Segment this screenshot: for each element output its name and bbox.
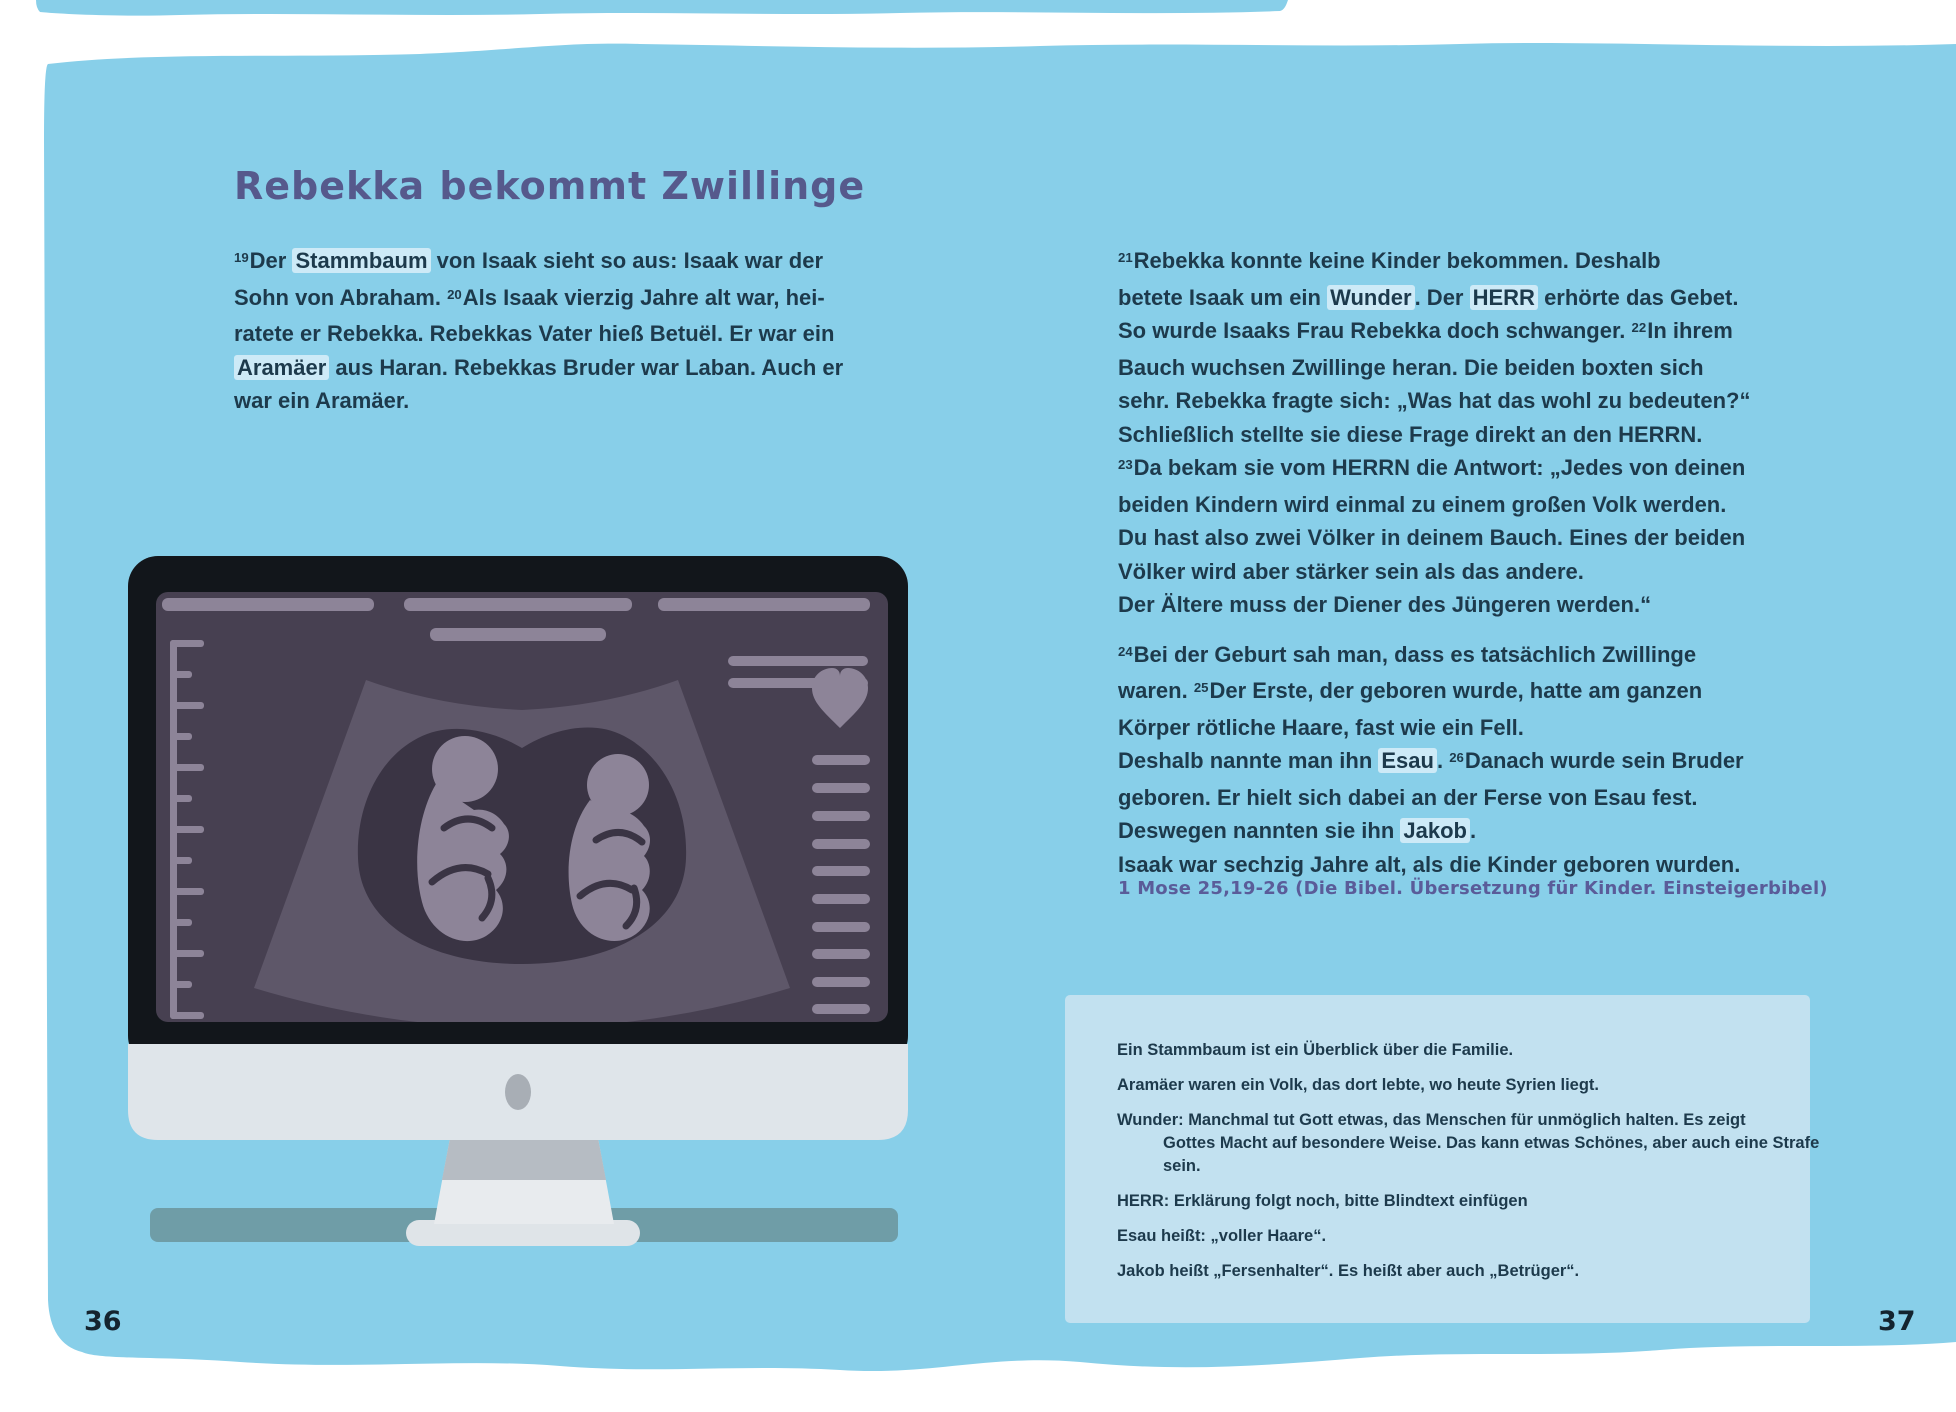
glossary-entry-stammbaum bbox=[1117, 1039, 1790, 1062]
text-segment: Als Isaak vierzig Jahre alt war, hei- bbox=[462, 284, 825, 310]
text-line bbox=[1118, 314, 1778, 351]
highlighted-term: Wunder bbox=[1327, 285, 1414, 310]
page-top-strip bbox=[36, 0, 1288, 16]
monitor-illustration bbox=[118, 552, 928, 1252]
verse-number: 20 bbox=[447, 286, 462, 302]
text-segment: In ihrem bbox=[1647, 318, 1733, 343]
text-segment: aus Haran. Rebekkas Bruder war Laban. Auch er bbox=[329, 354, 844, 380]
text-segment: . bbox=[1436, 748, 1450, 773]
text-line bbox=[1118, 451, 1778, 488]
text-segment: Da bekam sie vom HERRN die Antwort: „Jedes von deinen bbox=[1133, 455, 1746, 480]
camera-dot bbox=[505, 1074, 531, 1110]
verse-number: 26 bbox=[1449, 750, 1464, 766]
text-segment: Der bbox=[249, 248, 293, 273]
page-title: Rebekka bekommt Zwillinge bbox=[234, 164, 866, 208]
text-segment: Sohn von Abraham. bbox=[234, 284, 448, 310]
text-segment: Der Ältere muss der Diener des Jüngeren werden.“ bbox=[1118, 592, 1652, 617]
text-segment: betete Isaak um ein bbox=[1118, 284, 1328, 310]
text-segment: Gottes Macht auf besondere Weise. Das kann etwas Schönes, aber auch eine Strafe bbox=[1163, 1134, 1820, 1152]
glossary-entry-esau bbox=[1117, 1225, 1790, 1248]
text-line bbox=[1117, 1190, 1790, 1213]
page-number-left: 36 bbox=[84, 1306, 122, 1337]
text-line bbox=[1118, 351, 1778, 385]
verse-number: 25 bbox=[1193, 680, 1209, 696]
left-text-column bbox=[234, 244, 894, 418]
text-segment: HERR: Erklärung folgt noch, bitte Blindtext einfügen bbox=[1117, 1192, 1528, 1210]
text-segment: Körper rötliche Haare, fast wie ein Fell. bbox=[1118, 714, 1524, 740]
text-line bbox=[1117, 1132, 1820, 1155]
text-line bbox=[1117, 1109, 1790, 1132]
text-line bbox=[1117, 1074, 1790, 1097]
highlighted-term: Jakob bbox=[1400, 818, 1470, 843]
text-line bbox=[1118, 814, 1778, 848]
text-segment: Du hast also zwei Völker in deinem Bauch. Eines der beiden bbox=[1118, 525, 1746, 550]
text-segment: war ein Aramäer. bbox=[234, 388, 410, 413]
text-line bbox=[1118, 588, 1778, 622]
verse-number: 19 bbox=[234, 250, 249, 266]
glossary-entry-herr bbox=[1117, 1190, 1790, 1213]
page-number-right: 37 bbox=[1878, 1306, 1916, 1337]
glossary-box bbox=[1065, 995, 1820, 1323]
text-segment: Völker wird aber stärker sein als das andere. bbox=[1118, 558, 1584, 584]
bible-text-paragraph-1 bbox=[1118, 244, 1778, 622]
text-segment: von Isaak sieht so aus: Isaak war der bbox=[430, 248, 824, 273]
text-line bbox=[234, 317, 894, 351]
verse-number: 21 bbox=[1118, 250, 1133, 266]
monitor-stand-upper bbox=[442, 1138, 606, 1180]
text-segment: So wurde Isaaks Frau Rebekka doch schwanger. bbox=[1118, 318, 1632, 343]
highlighted-term: Esau bbox=[1378, 748, 1437, 773]
text-segment: Esau heißt: „voller Haare“. bbox=[1117, 1227, 1327, 1245]
text-segment: Ein Stammbaum ist ein Überblick über die Familie. bbox=[1117, 1041, 1514, 1059]
bible-citation: 1 Mose 25,19-26 (Die Bibel. Übersetzung für Kinder. Einsteigerbibel) bbox=[1118, 878, 1828, 899]
text-line bbox=[1117, 1039, 1790, 1062]
text-line bbox=[1117, 1260, 1790, 1283]
text-segment: . Der bbox=[1414, 284, 1470, 310]
verse-number: 24 bbox=[1118, 643, 1133, 659]
text-segment: sehr. Rebekka fragte sich: „Was hat das wohl zu bedeuten?“ bbox=[1118, 388, 1751, 413]
text-segment: Bei der Geburt sah man, dass es tatsächlich Zwillinge bbox=[1133, 641, 1697, 667]
text-line bbox=[1118, 281, 1778, 315]
bible-text-paragraph-2 bbox=[1118, 638, 1778, 882]
text-line bbox=[1118, 488, 1778, 522]
verse-number: 23 bbox=[1118, 457, 1133, 473]
text-line bbox=[1118, 384, 1778, 418]
text-segment: Rebekka konnte keine Kinder bekommen. Deshalb bbox=[1133, 248, 1661, 273]
text-segment: waren. bbox=[1118, 678, 1194, 703]
text-segment: geboren. Er hielt sich dabei an der Ferse von Esau fest. bbox=[1118, 784, 1698, 810]
text-segment: Danach wurde sein Bruder bbox=[1464, 748, 1744, 773]
text-line bbox=[234, 244, 894, 281]
glossary-entry-jakob bbox=[1117, 1260, 1790, 1283]
text-segment: Bauch wuchsen Zwillinge heran. Die beiden boxten sich bbox=[1118, 354, 1704, 380]
text-segment: beiden Kindern wird einmal zu einem großen Volk werden. bbox=[1118, 491, 1727, 517]
highlighted-term: HERR bbox=[1470, 285, 1538, 310]
text-line bbox=[234, 384, 894, 418]
highlighted-term: Aramäer bbox=[234, 355, 329, 380]
text-line bbox=[1118, 744, 1778, 781]
text-segment: Deswegen nannten sie ihn bbox=[1118, 818, 1401, 843]
glossary-entry-aramaeer bbox=[1117, 1074, 1790, 1097]
text-segment: Jakob heißt „Fersenhalter“. Es heißt aber auch „Betrüger“. bbox=[1117, 1262, 1580, 1280]
right-text-column bbox=[1118, 244, 1778, 881]
text-segment: Wunder: Manchmal tut Gott etwas, das Menschen für unmöglich halten. Es zeigt bbox=[1117, 1111, 1746, 1129]
text-line bbox=[234, 351, 894, 385]
glossary-entry-wunder bbox=[1117, 1109, 1820, 1178]
text-line bbox=[1118, 244, 1778, 281]
text-segment: ratete er Rebekka. Rebekkas Vater hieß Betuël. Er war ein bbox=[234, 321, 835, 346]
text-line bbox=[1118, 848, 1778, 882]
text-line bbox=[1117, 1155, 1790, 1178]
text-line bbox=[234, 281, 894, 318]
fetus-right-body bbox=[569, 800, 650, 941]
text-segment: Deshalb nannte man ihn bbox=[1118, 748, 1379, 773]
text-segment: sein. bbox=[1163, 1157, 1201, 1175]
text-line bbox=[1118, 418, 1778, 452]
verse-number: 22 bbox=[1631, 320, 1647, 336]
text-line bbox=[1118, 674, 1778, 711]
text-segment: Aramäer waren ein Volk, das dort lebte, wo heute Syrien liegt. bbox=[1117, 1076, 1599, 1094]
text-segment: . bbox=[1469, 818, 1477, 843]
highlighted-term: Stammbaum bbox=[292, 248, 430, 273]
text-line bbox=[1117, 1225, 1790, 1248]
text-line bbox=[1118, 638, 1778, 675]
text-line bbox=[1118, 711, 1778, 745]
text-segment: Der Erste, der geboren wurde, hatte am ganzen bbox=[1209, 678, 1703, 703]
text-line bbox=[1118, 521, 1778, 555]
text-segment: erhörte das Gebet. bbox=[1537, 284, 1739, 310]
text-line bbox=[1118, 555, 1778, 589]
text-segment: Schließlich stellte sie diese Frage direkt an den HERRN. bbox=[1118, 421, 1703, 447]
text-segment: Isaak war sechzig Jahre alt, als die Kinder geboren wurden. bbox=[1118, 851, 1741, 877]
text-line bbox=[1118, 781, 1778, 815]
